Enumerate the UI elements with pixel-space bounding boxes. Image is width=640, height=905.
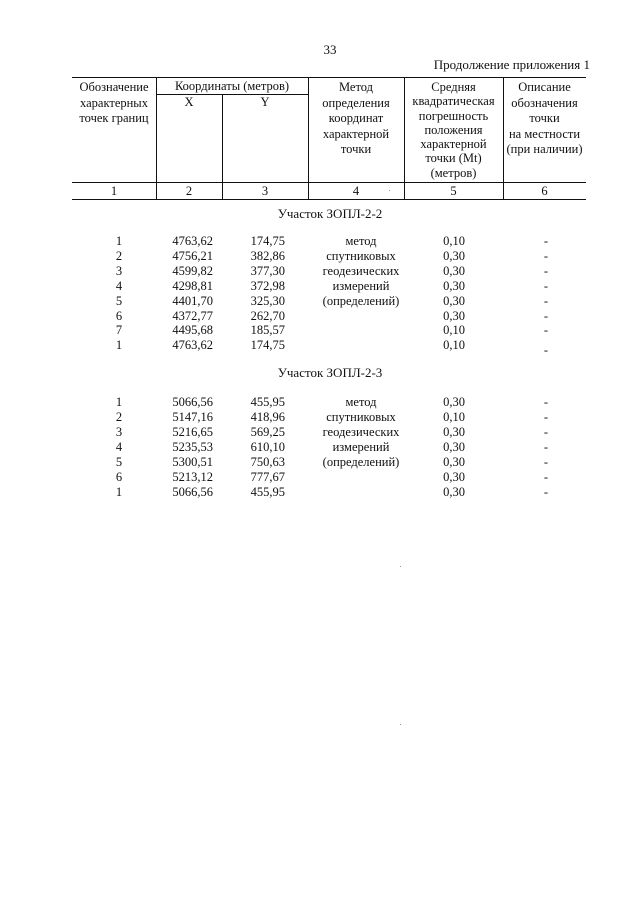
header-top-rule: [72, 77, 586, 78]
scan-speck: [389, 190, 390, 191]
method-text: (определений): [322, 455, 400, 469]
description: -: [543, 309, 549, 323]
method-text: измерений: [332, 279, 390, 293]
method-text: метод: [345, 234, 377, 248]
column-number: 4: [352, 184, 360, 198]
description: -: [543, 264, 549, 278]
coord-x: 4756,21: [172, 249, 213, 263]
section-title: Участок ЗОПЛ-2-3: [277, 365, 383, 380]
error-mt: 0,30: [443, 309, 465, 323]
method-text: спутниковых: [326, 249, 396, 263]
point-id: 4: [115, 279, 123, 293]
point-id: 1: [115, 395, 123, 409]
method-text: геодезических: [322, 425, 400, 439]
description: -: [543, 249, 549, 263]
coord-x: 4763,62: [172, 234, 213, 248]
description: -: [543, 410, 549, 424]
error-mt: 0,30: [443, 294, 465, 308]
column-numbers-rule: [72, 199, 586, 200]
header-error: Средняя квадратическая погрешность положения характерной точки (Mt) (метров): [412, 80, 495, 180]
error-mt: 0,30: [443, 279, 465, 293]
error-mt: 0,30: [443, 485, 465, 499]
description: -: [543, 425, 549, 439]
column-number: 2: [185, 184, 193, 198]
header-description: Описание обозначения точки на местности (при наличии): [506, 80, 583, 156]
point-id: 6: [115, 309, 123, 323]
coord-y: 174,75: [250, 234, 285, 248]
coord-y: 455,95: [250, 395, 285, 409]
coord-x: 5147,16: [172, 410, 213, 424]
coord-y: 382,86: [250, 249, 285, 263]
description: -: [543, 455, 549, 469]
error-mt: 0,30: [443, 395, 465, 409]
point-id: 1: [115, 485, 123, 499]
coord-x: 4599,82: [172, 264, 213, 278]
coord-y: 185,57: [250, 323, 285, 337]
header-coordinates: Координаты (метров): [174, 79, 290, 93]
method-text: геодезических: [322, 264, 400, 278]
header-method: Метод определения координат характерной точки: [322, 80, 390, 156]
coord-y: 569,25: [250, 425, 285, 439]
coord-y: 750,63: [250, 455, 285, 469]
point-id: 1: [115, 338, 123, 352]
error-mt: 0,10: [443, 234, 465, 248]
coord-y: 377,30: [250, 264, 285, 278]
description: -: [543, 234, 549, 248]
point-id: 4: [115, 440, 123, 454]
header-points: Обозначение характерных точек границ: [79, 80, 149, 125]
coord-x: 5066,56: [172, 395, 213, 409]
coord-x: 5300,51: [172, 455, 213, 469]
coord-y: 262,70: [250, 309, 285, 323]
coord-y: 372,98: [250, 279, 285, 293]
error-mt: 0,10: [443, 338, 465, 352]
method-text: спутниковых: [326, 410, 396, 424]
column-number: 5: [450, 184, 457, 198]
coord-y: 777,67: [250, 470, 285, 484]
description: -: [543, 485, 549, 499]
coord-x: 5235,53: [172, 440, 213, 454]
coord-x: 4495,68: [172, 323, 213, 337]
column-number: 1: [110, 184, 118, 198]
point-id: 5: [115, 455, 123, 469]
coord-x: 5213,12: [172, 470, 213, 484]
description: -: [543, 395, 549, 409]
coord-x: 4763,62: [172, 338, 213, 352]
method-text: измерений: [332, 440, 390, 454]
point-id: 3: [115, 425, 123, 439]
error-mt: 0,30: [443, 440, 465, 454]
coord-y: 325,30: [250, 294, 285, 308]
description: -: [543, 440, 549, 454]
coord-y: 455,95: [250, 485, 285, 499]
error-mt: 0,30: [443, 470, 465, 484]
coord-x: 5216,65: [172, 425, 213, 439]
coord-x: 4401,70: [172, 294, 213, 308]
error-mt: 0,30: [443, 455, 465, 469]
coord-y: 610,10: [250, 440, 285, 454]
coord-x: 4372,77: [172, 309, 213, 323]
continuation-note: Продолжение приложения 1: [433, 57, 590, 72]
description: -: [543, 294, 549, 308]
error-mt: 0,30: [443, 264, 465, 278]
method-text: (определений): [322, 294, 400, 308]
point-id: 2: [115, 410, 123, 424]
coord-y: 174,75: [250, 338, 285, 352]
point-id: 5: [115, 294, 123, 308]
scan-speck: [400, 724, 401, 725]
header-x: X: [184, 95, 194, 109]
coord-x: 5066,56: [172, 485, 213, 499]
error-mt: 0,30: [443, 425, 465, 439]
error-mt: 0,10: [443, 410, 465, 424]
description: -: [543, 323, 549, 337]
point-id: 2: [115, 249, 123, 263]
error-mt: 0,30: [443, 249, 465, 263]
page-number: 33: [323, 42, 337, 57]
point-id: 7: [115, 323, 123, 337]
description: -: [543, 279, 549, 293]
header-bottom-rule: [72, 182, 586, 183]
column-number: 3: [261, 184, 269, 198]
coord-y: 418,96: [250, 410, 285, 424]
section-title: Участок ЗОПЛ-2-2: [277, 206, 383, 221]
coord-x: 4298,81: [172, 279, 213, 293]
scan-speck: [400, 566, 401, 567]
description: -: [543, 343, 549, 357]
method-text: метод: [345, 395, 377, 409]
header-y: Y: [260, 95, 270, 109]
error-mt: 0,10: [443, 323, 465, 337]
column-number: 6: [541, 184, 548, 198]
point-id: 3: [115, 264, 123, 278]
description: -: [543, 470, 549, 484]
point-id: 1: [115, 234, 123, 248]
point-id: 6: [115, 470, 123, 484]
